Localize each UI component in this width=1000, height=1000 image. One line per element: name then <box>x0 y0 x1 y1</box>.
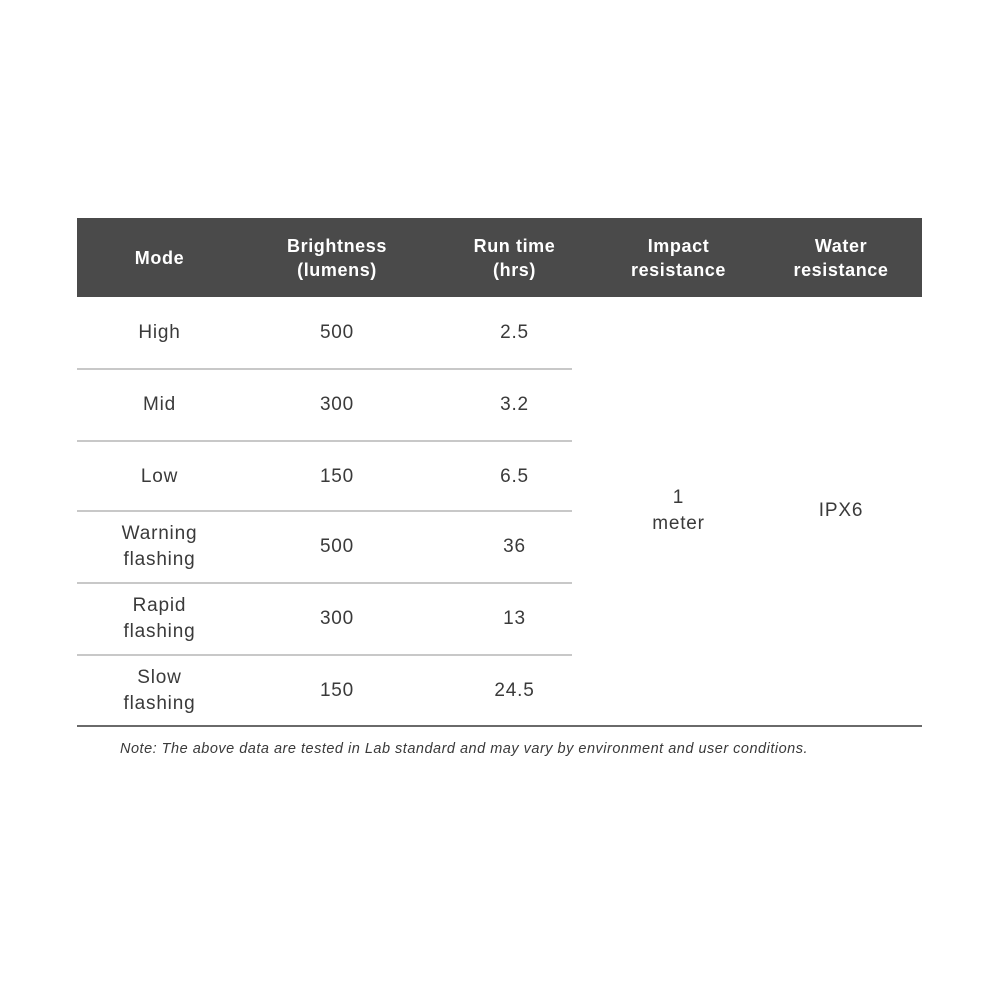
footnote: Note: The above data are tested in Lab standard and may vary by environment and user conditions. <box>120 741 808 757</box>
cell-runtime: 36 <box>503 535 526 557</box>
table-bottom-rule <box>77 725 922 727</box>
table-row <box>77 441 572 512</box>
cell-mode: Mid <box>142 393 176 415</box>
table-row <box>77 655 572 726</box>
cell-runtime: 24.5 <box>494 679 535 701</box>
cell-brightness: 300 <box>319 393 355 415</box>
cell-mode: Low <box>140 465 179 487</box>
table-header <box>77 218 922 297</box>
cell-brightness: 500 <box>319 535 355 557</box>
cell-mode: High <box>138 321 181 343</box>
cell-brightness: 500 <box>319 321 355 343</box>
cell-runtime: 2.5 <box>500 321 529 343</box>
header-runtime: Run time (hrs) <box>473 235 556 280</box>
table-row <box>77 369 572 440</box>
table-row <box>77 297 572 368</box>
header-impact: Impact resistance <box>630 235 727 280</box>
cell-mode: Warning flashing <box>121 522 198 570</box>
cell-brightness: 150 <box>319 465 355 487</box>
header-water: Water resistance <box>793 235 889 280</box>
cell-runtime: 3.2 <box>500 393 529 415</box>
cell-brightness: 150 <box>319 679 355 701</box>
table-row <box>77 511 572 582</box>
cell-runtime: 13 <box>503 607 526 629</box>
header-mode: Mode <box>134 247 185 268</box>
cell-brightness: 300 <box>319 607 355 629</box>
water-resistance-value: IPX6 <box>818 500 864 521</box>
table-row <box>77 583 572 654</box>
impact-resistance-value: 1 meter <box>652 487 705 534</box>
cell-mode: Slow flashing <box>123 666 196 714</box>
header-brightness: Brightness (lumens) <box>286 235 388 280</box>
spec-table <box>77 218 922 725</box>
cell-runtime: 6.5 <box>500 465 529 487</box>
table-body <box>77 297 922 725</box>
cell-mode: Rapid flashing <box>123 594 196 642</box>
